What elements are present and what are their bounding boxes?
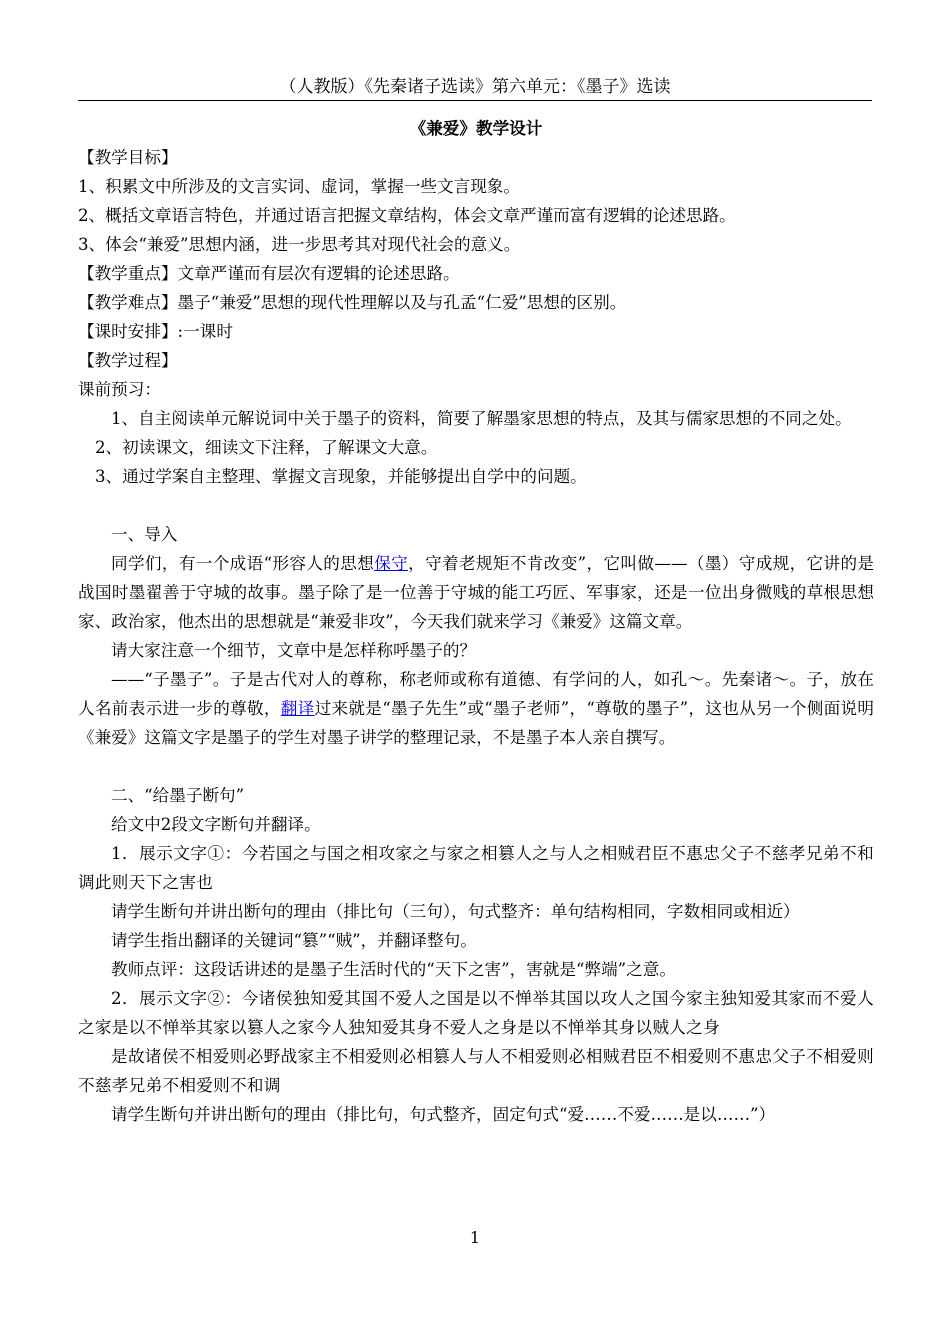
- text-run: ——“子墨子”。子是古代对人的尊称，称老师或称有道德、有学问的人，如孔～。先秦诸～。子，放在人名前表示进一步的尊敬，: [78, 670, 874, 718]
- text-run: 同学们，有一个成语“形容人的思想: [111, 554, 375, 573]
- page-number: 1: [469, 1228, 481, 1247]
- paragraph: [78, 549, 874, 636]
- paragraph: 1、积累文中所涉及的文言实词、虚词，掌握一些文言现象。: [78, 177, 520, 196]
- page-header: （人教版）《先秦诸子选读》第六单元：《墨子》选读: [78, 74, 872, 101]
- link-fanyi[interactable]: 翻译: [280, 699, 315, 718]
- paragraph: 2、概括文章语言特色，并通过语言把握文章结构，体会文章严谨而富有逻辑的论述思路。: [78, 206, 736, 225]
- paragraph: 请大家注意一个细节，文章中是怎样称呼墨子的？: [111, 641, 477, 660]
- link-baoshou[interactable]: 保守: [374, 554, 409, 573]
- paragraph: 2．展示文字②：今诸侯独知爱其国不爱人之国是以不惮举其国以攻人之国今家主独知爱其家而不爱人之家是以不惮举其家以篡人之家今人独知爱其身不爱人之身是以不惮举其身以贼人之身: [78, 989, 874, 1037]
- paragraph: 请学生断句并讲出断句的理由（排比句，句式整齐，固定句式“爱……不爱……是以……”）: [111, 1105, 776, 1124]
- paragraph: 3、体会“兼爱”思想内涵，进一步思考其对现代社会的意义。: [78, 235, 521, 254]
- section-heading: 【教学目标】: [78, 148, 178, 167]
- document-title: 《兼爱》教学设计: [409, 118, 543, 138]
- paragraph: 1、自主阅读单元解说词中关于墨子的资料，简要了解墨家思想的特点，及其与儒家思想的不同之处。: [111, 409, 852, 428]
- paragraph: 请学生断句并讲出断句的理由（排比句（三句），句式整齐：单句结构相同，字数相同或相近）: [111, 902, 800, 921]
- paragraph: 是故诸侯不相爱则必野战家主不相爱则必相篡人与人不相爱则必相贼君臣不相爱则不惠忠父子不相爱则不慈孝兄弟不相爱则不和调: [78, 1047, 874, 1095]
- paragraph: 教师点评：这段话讲述的是墨子生活时代的“天下之害”，害就是“弊端”之意。: [111, 960, 676, 979]
- text-run: 过来就是“墨子先生”或“墨子老师”，“尊敬的墨子”，这也从另一个侧面说明《兼爱》这篇文字是墨子的学生对墨子讲学的整理记录，不是墨子本人亲自撰写。: [78, 699, 875, 747]
- paragraph: 1．展示文字①：今若国之与国之相攻家之与家之相篡人之与人之相贼君臣不惠忠父子不慈孝兄弟不和调此则天下之害也: [78, 844, 874, 892]
- paragraph: 给文中2段文字断句并翻译。: [111, 815, 321, 834]
- paragraph: 3、通过学案自主整理、掌握文言现象，并能够提出自学中的问题。: [95, 467, 587, 486]
- section-heading: 二、“给墨子断句”: [111, 786, 245, 805]
- paragraph: 【课时安排】:一课时: [78, 322, 233, 341]
- paragraph: [78, 665, 874, 752]
- section-heading: 一、导入: [111, 525, 178, 544]
- paragraph: 课前预习：: [78, 380, 161, 399]
- document-body: [78, 114, 874, 1129]
- paragraph: 请学生指出翻译的关键词“篡”“贼”，并翻译整句。: [111, 931, 477, 950]
- paragraph: 2、初读课文，细读文下注释，了解课文大意。: [95, 438, 438, 457]
- section-heading: 【教学过程】: [78, 351, 178, 370]
- paragraph: 【教学难点】墨子“兼爱”思想的现代性理解以及与孔孟“仁爱”思想的区别。: [78, 293, 627, 312]
- text-run: ，守着老规矩不肯改变”，它叫做——（墨）守成规，它讲的是战国时墨翟善于守城的故事。墨子除了是一位善于守城的能工巧匠、军事家，还是一位出身微贱的草根思想家、政治家，他杰出的思想就是“兼爱非攻”，今天我们就来学习《兼爱》这篇文章。: [78, 554, 875, 631]
- paragraph: 【教学重点】文章严谨而有层次有逻辑的论述思路。: [78, 264, 460, 283]
